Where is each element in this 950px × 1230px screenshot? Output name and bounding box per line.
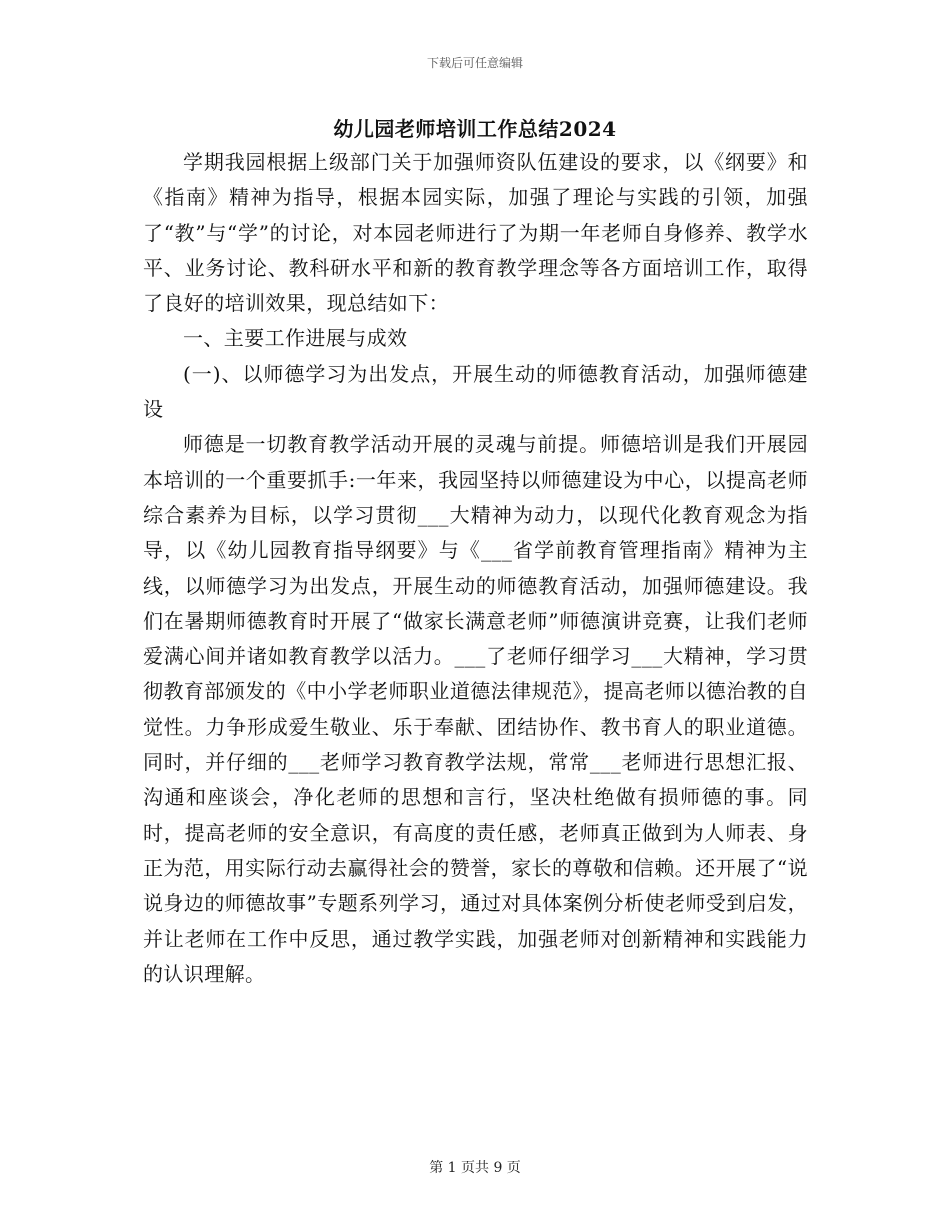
document-title: 幼儿园老师培训工作总结2024 bbox=[333, 117, 617, 141]
subsection-heading: (一)、以师德学习为出发点，开展生动的师德教育活动，加强师德建设 bbox=[143, 361, 808, 422]
intro-paragraph: 学期我园根据上级部门关于加强师资队伍建设的要求，以《纲要》和《指南》精神为指导，根据本园实际，加强了理论与实践的引领，加强了“教”与“学”的讨论，对本园老师进行了为期一年老师自身修养、教学水平、业务讨论、教科研水平和新的教育教学理念等各方面培训工作，取得了良好的培训效果，现总结如下： bbox=[143, 150, 808, 316]
body-paragraph: 师德是一切教育教学活动开展的灵魂与前提。师德培训是我们开展园本培训的一个重要抓手:一年来，我园坚持以师德建设为中心，以提高老师综合素养为目标，以学习贯彻___大精神为动力，以现代化教育观念为指导，以《幼儿园教育指导纲要》与《___省学前教育管理指南》精神为主线，以师德学习为出发点，开展生动的师德教育活动，加强师德建设。我们在暑期师德教育时开展了“做家长满意老师”师德演讲竞赛，让我们老师爱满心间并诸如教育教学以活力。___了老师仔细学习___大精神，学习贯彻教育部颁发的《中小学老师职业道德法律规范》，提高老师以德治教的自觉性。力争形成爱生敬业、乐于奉献、团结协作、教书育人的职业道德。同时，并仔细的___老师学习教育教学法规，常常___老师进行思想汇报、沟通和座谈会，净化老师的思想和言行，坚决杜绝做有损师德的事。同时，提高老师的安全意识，有高度的责任感，老师真正做到为人师表、身正为范，用实际行动去赢得社会的赞誉，家长的尊敬和信赖。还开展了“说说身边的师德故事”专题系列学习，通过对具体案例分析使老师受到启发，并让老师在工作中反思，通过教学实践，加强老师对创新精神和实践能力的认识理解。 bbox=[143, 432, 808, 986]
page-footer: 第 1 页共 9 页 bbox=[429, 1160, 521, 1176]
document-body bbox=[143, 145, 808, 992]
page-header-note: 下载后可任意编辑 bbox=[426, 56, 523, 70]
section-heading: 一、主要工作进展与成效 bbox=[183, 326, 408, 351]
